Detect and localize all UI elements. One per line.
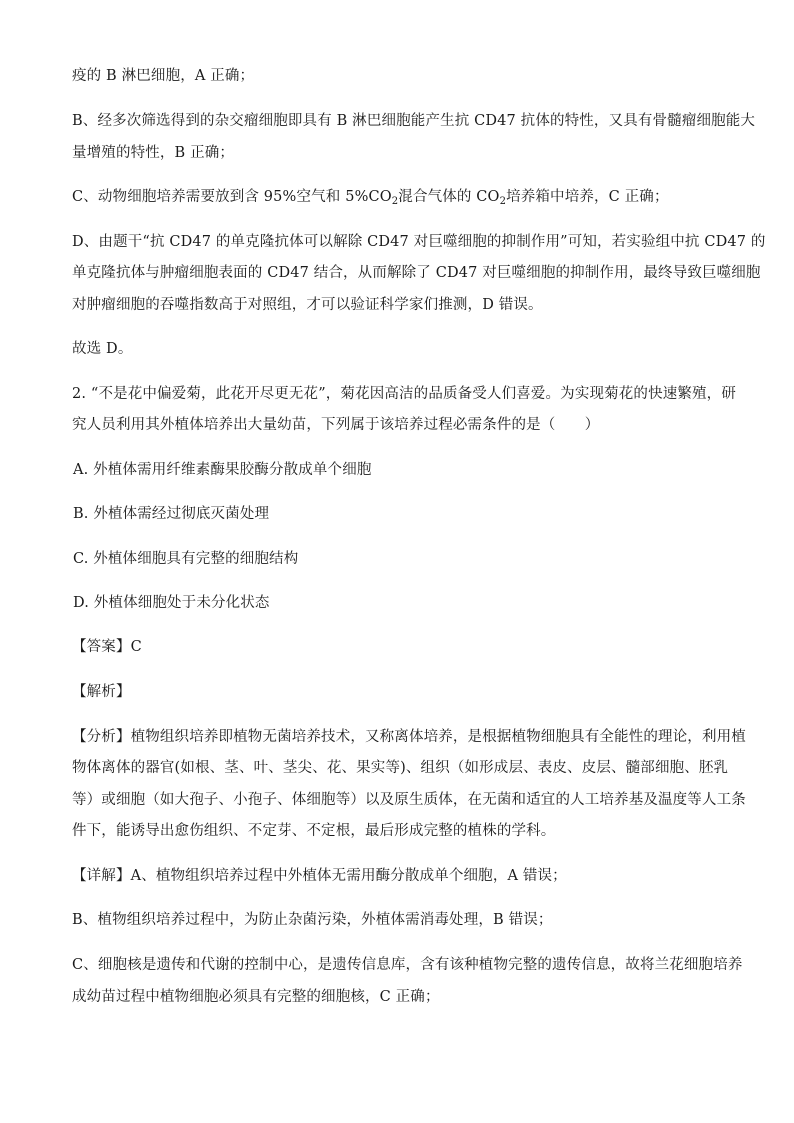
text-line: 等）或细胞（如大孢子、小孢子、体细胞等）以及原生质体，在无菌和适宜的人工培养基及温度等人工条 bbox=[72, 792, 746, 808]
text-line: B、经多次筛选得到的杂交瘤细胞即具有 B 淋巴细胞能产生抗 CD47 抗体的特性，又具有骨髓瘤细胞能大 bbox=[72, 113, 756, 129]
text-line: 【分析】植物组织培养即植物无菌培养技术，又称离体培养，是根据植物细胞具有全能性的理论，利用植 bbox=[72, 729, 746, 745]
text-line-with-subscripts bbox=[72, 187, 722, 207]
text-segment: C、动物细胞培养需要放到含 95%空气和 5%CO bbox=[72, 189, 392, 205]
option-a: A. 外植体需用纤维素酶果胶酶分散成单个细胞 bbox=[73, 462, 372, 478]
text-line: 量增殖的特性，B 正确； bbox=[72, 145, 235, 161]
text-line: 故选 D。 bbox=[72, 341, 133, 357]
subscript: 2 bbox=[499, 196, 507, 207]
question-stem-line: 究人员利用其外植体培养出大量幼苗，下列属于该培养过程必需条件的是（ ） bbox=[72, 417, 600, 433]
option-c: C. 外植体细胞具有完整的细胞结构 bbox=[73, 551, 299, 567]
option-b: B. 外植体需经过彻底灭菌处理 bbox=[73, 506, 270, 522]
text-line: 【详解】A、植物组织培养过程中外植体无需用酶分散成单个细胞，A 错误； bbox=[72, 868, 567, 884]
text-line: D、由题干“抗 CD47 的单克隆抗体可以解除 CD47 对巨噬细胞的抑制作用”可知，若实验组中抗 CD47 的 bbox=[72, 234, 766, 250]
subscript: 2 bbox=[391, 196, 399, 207]
question-stem-line: 2. “不是花中偏爱菊，此花开尽更无花”，菊花因高洁的品质备受人们喜爱。为实现菊花的快速繁殖，研 bbox=[72, 386, 736, 402]
text-line: 件下，能诱导出愈伤组织、不定芽、不定根，最后形成完整的植株的学科。 bbox=[72, 823, 556, 839]
answer-line: 【答案】C bbox=[72, 639, 142, 655]
analysis-heading: 【解析】 bbox=[72, 684, 131, 700]
option-d: D. 外植体细胞处于未分化状态 bbox=[73, 595, 270, 611]
text-line: B、植物组织培养过程中，为防止杂菌污染，外植体需消毒处理，B 错误； bbox=[72, 912, 553, 928]
text-line: 物体离体的器官(如根、茎、叶、茎尖、花、果实等)、组织（如形成层、表皮、皮层、髓部细胞、胚乳 bbox=[72, 760, 729, 776]
text-line: 对肿瘤细胞的吞噬指数高于对照组，才可以验证科学家们推测，D 错误。 bbox=[72, 297, 543, 313]
text-line: 单克隆抗体与肿瘤细胞表面的 CD47 结合，从而解除了 CD47 对巨噬细胞的抑制作用，最终导致巨噬细胞 bbox=[72, 265, 761, 281]
text-segment: 培养箱中培养，C 正确； bbox=[506, 189, 669, 205]
text-line: C、细胞核是遗传和代谢的控制中心，是遗传信息库，含有该种植物完整的遗传信息，故将兰花细胞培养 bbox=[72, 957, 743, 973]
text-line: 成幼苗过程中植物细胞必须具有完整的细胞核，C 正确； bbox=[72, 989, 440, 1005]
text-line: 疫的 B 淋巴细胞，A 正确； bbox=[72, 68, 255, 84]
text-segment: 混合气体的 CO bbox=[398, 189, 500, 205]
